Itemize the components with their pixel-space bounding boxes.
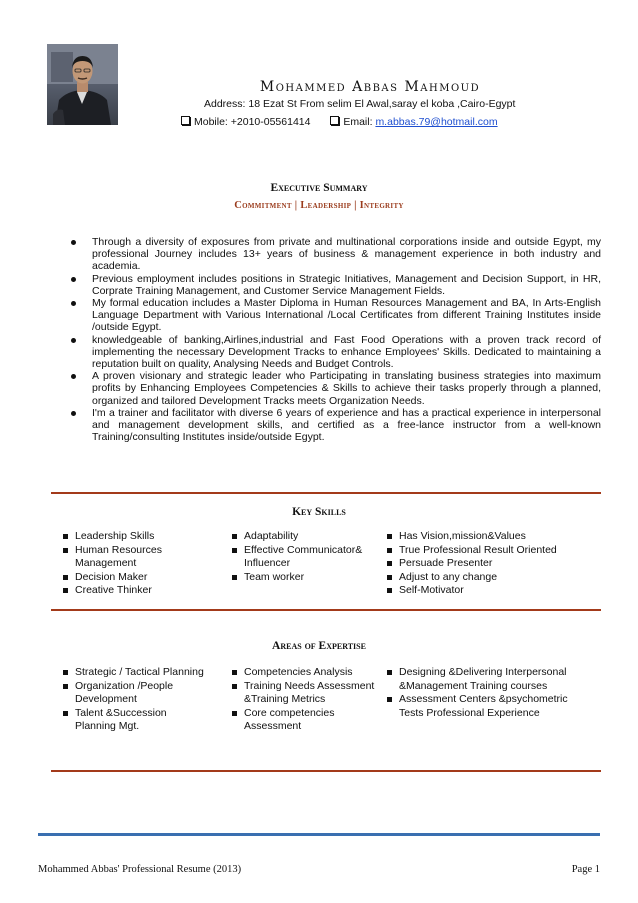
mobile-text: Mobile: +2010-05561414 <box>194 116 311 128</box>
list-item-text: Leadership Skills <box>75 530 155 542</box>
summary-item-text: Previous employment includes positions in Strategic Initiatives, Management and Decision Support, in HR, Corprate Training Management, and Customer Service Management Fields. <box>92 272 601 297</box>
list-item <box>60 707 205 734</box>
square-bullet-icon <box>232 548 237 553</box>
square-bullet-icon <box>63 684 68 689</box>
summary-item-text: Through a diversity of exposures from private and multinational corporations inside and outside Egypt, my professional Journey includes 13+ years of business & management experience in both industry and academia. <box>92 236 601 273</box>
key-skills-title: Key Skills <box>292 506 346 518</box>
bullet-icon <box>71 411 76 416</box>
email-label: Email: <box>343 116 373 128</box>
list-item <box>229 707 379 734</box>
list-item <box>384 571 604 585</box>
square-bullet-icon <box>387 575 392 580</box>
list-item-text: Assessment Centers &psychometric Tests Professional Experience <box>399 693 568 719</box>
list-item-text: True Professional Result Oriented <box>399 543 557 556</box>
square-bullet-icon <box>232 684 237 689</box>
executive-summary-title: Executive Summary <box>270 182 368 194</box>
summary-item <box>65 236 601 273</box>
bullet-icon <box>71 338 76 343</box>
areas-of-expertise-title: Areas of Expertise <box>272 640 366 652</box>
summary-item <box>65 407 601 444</box>
expertise-column-3 <box>384 666 569 720</box>
list-item-text: Organization /People Development <box>75 679 174 706</box>
list-item-text: Decision Maker <box>75 570 148 583</box>
square-bullet-icon <box>387 588 392 593</box>
bullet-icon <box>71 240 76 245</box>
list-item-text: Talent &Succession Planning Mgt. <box>75 706 167 733</box>
list-item <box>384 530 604 544</box>
section-divider <box>51 770 601 772</box>
list-item-text: Adjust to any change <box>399 570 498 583</box>
list-item <box>60 666 205 680</box>
key-skills-column-2 <box>229 530 371 584</box>
summary-item-text: I'm a trainer and facilitator with diverse 6 years of experience and has a practical experience in interpersonal and management development skills, and certified as a free-lance instructor from a well-known Training/consulting Institutes inside/outside Egypt. <box>92 406 601 444</box>
list-item-text: Human Resources Management <box>75 543 162 570</box>
page-number: Page 1 <box>571 864 600 875</box>
list-item <box>60 544 205 571</box>
expertise-column-1 <box>60 666 205 734</box>
square-bullet-icon <box>232 670 237 675</box>
summary-item <box>65 334 601 371</box>
square-bullet-icon <box>63 534 68 539</box>
list-item <box>60 571 205 585</box>
square-bullet-icon <box>387 548 392 553</box>
list-item <box>229 544 371 571</box>
summary-item-text: A proven visionary and strategic leader who Participating in translating business strategies into maximum profits by Enhancing Employees Competencies & Skills to achieve their tasks properly through a planned, organized and tailored Development Tracks meets Organization Needs. <box>92 370 601 407</box>
footer-title: Mohammed Abbas' Professional Resume (2013) <box>38 864 242 875</box>
square-bullet-icon <box>387 561 392 566</box>
square-bullet-icon <box>232 575 237 580</box>
square-bullet-icon <box>63 588 68 593</box>
summary-item-text: knowledgeable of banking,Airlines,industrial and Fast Food Operations with a proven track record of implementing the necessary Development Tracks to enhance Employees' Skills. Dedicated to maintaining a reputation built on quality, Analysing Needs and Budget Controls. <box>92 333 601 371</box>
list-item <box>384 584 604 598</box>
bullet-icon <box>71 374 76 379</box>
list-item-text: Adaptability <box>244 530 299 542</box>
footer-rule <box>38 833 600 836</box>
list-item <box>60 584 205 598</box>
list-item <box>229 680 379 707</box>
candidate-name: Mohammed Abbas Mahmoud <box>259 79 481 95</box>
list-item-text: Strategic / Tactical Planning <box>75 666 204 678</box>
square-bullet-icon <box>232 534 237 539</box>
summary-item-text: My formal education includes a Master Diploma in Human Resources Management and BA, In Arts-English Language Department with Various International /Local Certificates from different Training Institutes inside /outside Egypt. <box>92 297 601 334</box>
list-item-text: Team worker <box>244 570 305 583</box>
list-item <box>384 557 604 571</box>
list-item <box>60 680 205 707</box>
list-item <box>60 530 205 544</box>
square-bullet-icon <box>387 670 392 675</box>
list-item-text: Effective Communicator& Influencer <box>244 543 363 570</box>
list-item-text: Designing &Delivering Interpersonal &Management Training courses <box>399 666 567 692</box>
summary-list <box>65 236 601 443</box>
list-item <box>384 693 569 720</box>
square-bullet-icon <box>63 575 68 580</box>
square-bullet-icon <box>387 697 392 702</box>
summary-item <box>65 370 601 407</box>
list-item-text: Self-Motivator <box>399 584 464 597</box>
expertise-column-2 <box>229 666 379 734</box>
list-item-text: Training Needs Assessment &Training Metrics <box>244 679 375 706</box>
section-divider <box>51 609 601 611</box>
email-link[interactable]: m.abbas.79@hotmail.com <box>375 116 498 128</box>
address-line: Address: 18 Ezat St From selim El Awal,saray el koba ,Cairo-Egypt <box>204 98 516 110</box>
checkbox-bullet-icon <box>181 116 190 125</box>
checkbox-bullet-icon <box>330 116 339 125</box>
list-item-text: Has Vision,mission&Values <box>399 530 526 542</box>
square-bullet-icon <box>63 548 68 553</box>
list-item-text: Creative Thinker <box>75 584 152 597</box>
contact-line <box>181 116 498 128</box>
profile-photo <box>47 44 118 125</box>
section-divider <box>51 492 601 494</box>
list-item <box>229 530 371 544</box>
summary-item <box>65 297 601 334</box>
person-photo-illustration <box>47 44 118 125</box>
bullet-icon <box>71 301 76 306</box>
key-skills-column-3 <box>384 530 604 598</box>
list-item <box>384 666 569 693</box>
list-item-text: Persuade Presenter <box>399 557 493 570</box>
square-bullet-icon <box>232 711 237 716</box>
key-skills-column-1 <box>60 530 205 598</box>
square-bullet-icon <box>387 534 392 539</box>
list-item <box>229 666 379 680</box>
square-bullet-icon <box>63 711 68 716</box>
summary-item <box>65 273 601 297</box>
list-item <box>229 571 371 585</box>
bullet-icon <box>71 277 76 282</box>
executive-summary-subtitle: Commitment | Leadership | Integrity <box>234 200 404 211</box>
list-item-text: Competencies Analysis <box>244 666 353 678</box>
square-bullet-icon <box>63 670 68 675</box>
list-item-text: Core competencies Assessment <box>244 706 335 733</box>
list-item <box>384 544 604 558</box>
